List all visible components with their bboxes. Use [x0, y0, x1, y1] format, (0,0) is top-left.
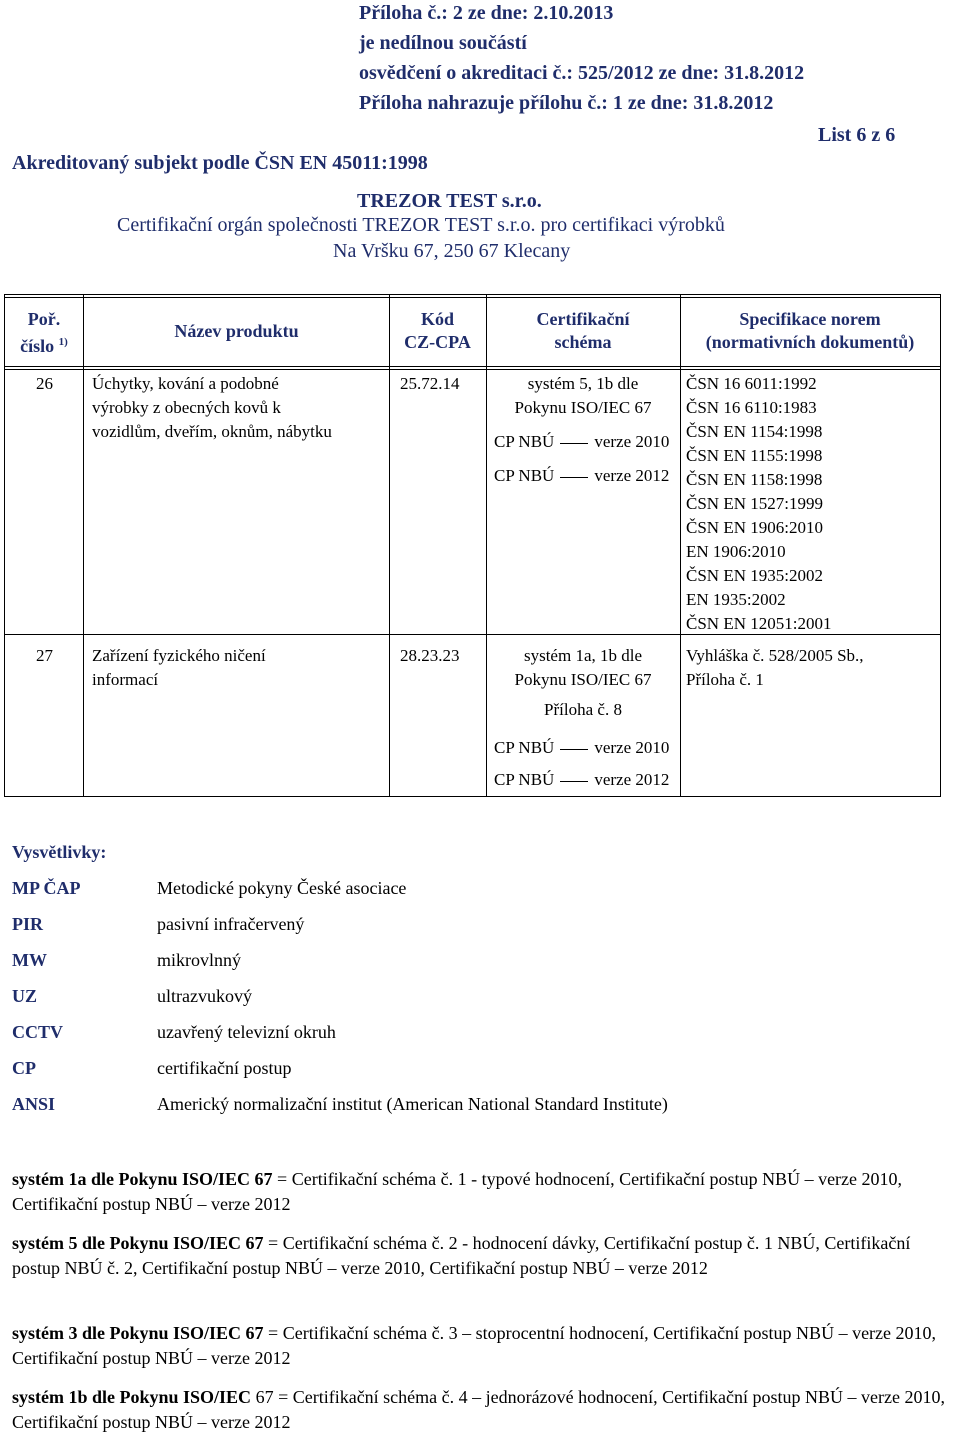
cert-procedure: CP NBÚ verze 2012 — [494, 770, 670, 789]
legend-abbr: PIR — [12, 914, 43, 934]
legend-abbr: ANSI — [12, 1094, 56, 1114]
header-order-number: Poř. číslo $^{1)}$ — [20, 309, 68, 356]
table-border-left — [4, 294, 5, 797]
legend-abbr: MW — [12, 950, 47, 970]
accredited-subject: Akreditovaný subjekt podle ČSN EN 45011:1998 — [12, 152, 428, 174]
page-number: List 6 z 6 — [818, 124, 896, 146]
company-name: TREZOR TEST s.r.o. — [357, 190, 542, 212]
cpa-code: 28.23.23 — [400, 646, 460, 665]
header-divider-double — [4, 369, 940, 370]
header-specification: Specifikace norem (normativních dokumentů) — [705, 309, 915, 352]
attachment-line: Příloha nahrazuje přílohu č.: 1 ze dne: 31.8.2012 — [359, 92, 774, 114]
row-number: 26 — [36, 374, 53, 393]
column-divider — [83, 294, 84, 797]
product-name: Úchytky, kování a podobné výrobky z obecných kovů k vozidlům, dveřím, oknům, nábytku — [92, 374, 332, 441]
legend-abbr: CP — [12, 1058, 36, 1078]
legend-desc: certifikační postup — [157, 1058, 292, 1078]
legend-abbr: MP ČAP — [12, 878, 81, 898]
legend-desc: pasivní infračervený — [157, 914, 305, 934]
legend-abbr: UZ — [12, 986, 38, 1006]
cpa-code: 25.72.14 — [400, 374, 460, 393]
standards-list: ČSN 16 6011:1992 ČSN 16 6110:1983 ČSN EN 1154:1998 ČSN EN 1155:1998 ČSN EN 1158:1998 ČSN EN 1527:1999 ČSN EN 1906:2010 EN 1906:2010 ČSN EN 1935:2002 EN 1935:2002 ČSN EN 12051:2001 — [686, 374, 832, 633]
legend-desc: uzavřený televizní okruh — [157, 1022, 336, 1042]
header-cert-scheme: Certifikační schéma — [536, 309, 630, 352]
scheme-note: systém 1a dle Pokynu ISO/IEC 67 = Certifikační schéma č. 1 - typové hodnocení, Certifikační postup NBÚ – verze 2010, Certifikační postup NBÚ – verze 2012 — [12, 1169, 903, 1214]
address: Na Vršku 67, 250 67 Klecany — [333, 240, 571, 262]
product-name: Zařízení fyzického ničení informací — [92, 646, 266, 689]
header-divider — [4, 366, 940, 367]
legend-desc: Metodické pokyny České asociace — [157, 878, 407, 898]
column-divider — [389, 294, 390, 797]
standards-list: Vyhláška č. 528/2005 Sb., Příloha č. 1 — [686, 646, 864, 689]
header-product-name: Název produktu — [174, 321, 299, 341]
table-border-bottom — [4, 796, 940, 797]
table-border-top — [4, 294, 940, 295]
cert-scheme: systém 5, 1b dle Pokynu ISO/IEC 67 — [514, 374, 652, 417]
attachment-line: je nedílnou součástí — [359, 32, 527, 54]
legend-desc: ultrazvukový — [157, 986, 252, 1006]
legend-title: Vysvětlivky: — [12, 842, 107, 862]
cert-procedure: CP NBÚ verze 2010 — [494, 738, 670, 757]
attachment-line: osvědčení o akreditaci č.: 525/2012 ze dne: 31.8.2012 — [359, 62, 805, 84]
cert-procedure: CP NBÚ verze 2010 — [494, 432, 670, 451]
header-code: Kód CZ-CPA — [404, 309, 471, 352]
legend-abbr: CCTV — [12, 1022, 64, 1042]
cert-scheme: systém 1a, 1b dle Pokynu ISO/IEC 67 Příloha č. 8 — [514, 646, 652, 719]
row-number: 27 — [36, 646, 53, 665]
column-divider — [680, 294, 681, 797]
table-border-top-double — [4, 297, 940, 298]
table-border-right — [940, 294, 941, 797]
legend-desc: Americký normalizační institut (American National Standard Institute) — [157, 1094, 668, 1114]
scheme-note: systém 1b dle Pokynu ISO/IEC 67 = Certifikační schéma č. 4 – jednorázové hodnocení, Certifikační postup NBÚ – verze 2010, Certifikační postup NBÚ – verze 2012 — [12, 1387, 946, 1432]
attachment-line: Příloha č.: 2 ze dne: 2.10.2013 — [359, 2, 614, 24]
cert-procedure: CP NBÚ verze 2012 — [494, 466, 670, 485]
legend-desc: mikrovlnný — [157, 950, 241, 970]
scheme-note: systém 3 dle Pokynu ISO/IEC 67 = Certifikační schéma č. 3 – stoprocentní hodnocení, Certifikační postup NBÚ – verze 2010, Certifikační postup NBÚ – verze 2012 — [12, 1323, 937, 1368]
scheme-note: systém 5 dle Pokynu ISO/IEC 67 = Certifikační schéma č. 2 - hodnocení dávky, Certifikační postup č. 1 NBÚ, Certifikační postup NBÚ č. 2, Certifikační postup NBÚ – verze 2010, Certifikační postup NBÚ – verze 2012 — [12, 1233, 911, 1278]
certification-body: Certifikační orgán společnosti TREZOR TEST s.r.o. pro certifikaci výrobků — [117, 214, 725, 236]
